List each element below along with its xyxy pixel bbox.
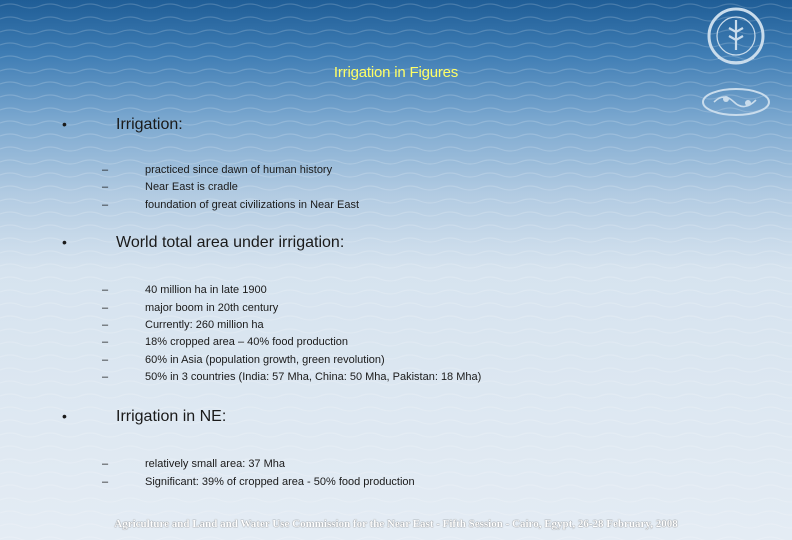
section-heading-irrigation: Irrigation: (116, 116, 183, 133)
wave-line (0, 342, 792, 346)
list-item: relatively small area: 37 Mha (145, 458, 286, 470)
dash-marker: – (102, 164, 109, 176)
list-item: 18% cropped area – 40% food production (145, 336, 349, 348)
wave-line (0, 355, 792, 359)
dash-marker: – (102, 302, 109, 314)
wave-line (0, 160, 792, 164)
wave-line (0, 186, 792, 190)
list-item: practiced since dawn of human history (145, 164, 333, 176)
wave-line (0, 394, 792, 398)
wave-line (0, 212, 792, 216)
dash-marker: – (102, 336, 109, 348)
dash-marker: – (102, 354, 109, 366)
wave-line (0, 108, 792, 112)
wave-line (0, 316, 792, 320)
wave-line (0, 264, 792, 268)
wave-line (0, 173, 792, 177)
wave-line (0, 446, 792, 450)
dash-marker: – (102, 181, 109, 193)
wave-line (0, 147, 792, 151)
list-item: Currently: 260 million ha (145, 319, 264, 331)
wave-line (0, 225, 792, 229)
list-item: Near East is cradle (145, 181, 238, 193)
list-item: foundation of great civilizations in Near East (145, 199, 360, 211)
section-heading-irrigation-ne: Irrigation in NE: (116, 408, 227, 425)
list-item: 50% in 3 countries (India: 57 Mha, China: 50 Mha, Pakistan: 18 Mha) (145, 371, 482, 383)
wave-line (0, 329, 792, 333)
wave-line (0, 43, 792, 47)
bullet-marker: • (62, 116, 67, 132)
wave-line (0, 134, 792, 138)
wave-line (0, 511, 792, 515)
slide-title: Irrigation in Figures (333, 64, 459, 81)
section-heading-world-area: World total area under irrigation: (116, 234, 345, 251)
wave-line (0, 433, 792, 437)
list-item: 60% in Asia (population growth, green revolution) (145, 354, 385, 366)
dash-marker: – (102, 458, 109, 470)
logo-group (696, 6, 778, 118)
wave-line (0, 56, 792, 60)
wave-line (0, 30, 792, 34)
bullet-marker: • (62, 408, 67, 424)
dash-marker: – (102, 284, 109, 296)
dash-marker: – (102, 371, 109, 383)
wave-line (0, 459, 792, 463)
wave-line (0, 277, 792, 281)
wave-line (0, 82, 792, 86)
wave-line (0, 290, 792, 294)
bullet-marker: • (62, 234, 67, 250)
wave-line (0, 95, 792, 99)
fao-logo (709, 9, 763, 63)
list-item: Significant: 39% of cropped area - 50% food production (145, 476, 415, 488)
wave-line (0, 303, 792, 307)
wave-line (0, 498, 792, 502)
wave-line (0, 17, 792, 21)
list-item: major boom in 20th century (145, 302, 279, 314)
dash-marker: – (102, 319, 109, 331)
list-item: 40 million ha in late 1900 (145, 284, 267, 296)
secondary-emblem (703, 89, 769, 115)
wave-line (0, 199, 792, 203)
dash-marker: – (102, 476, 109, 488)
slide-footer: Agriculture and Land and Water Use Commission for the Near East - Fifth Session - Cairo, Egypt, 26-28 February, 2008 (114, 518, 678, 530)
wave-line (0, 4, 792, 8)
dash-marker: – (102, 199, 109, 211)
